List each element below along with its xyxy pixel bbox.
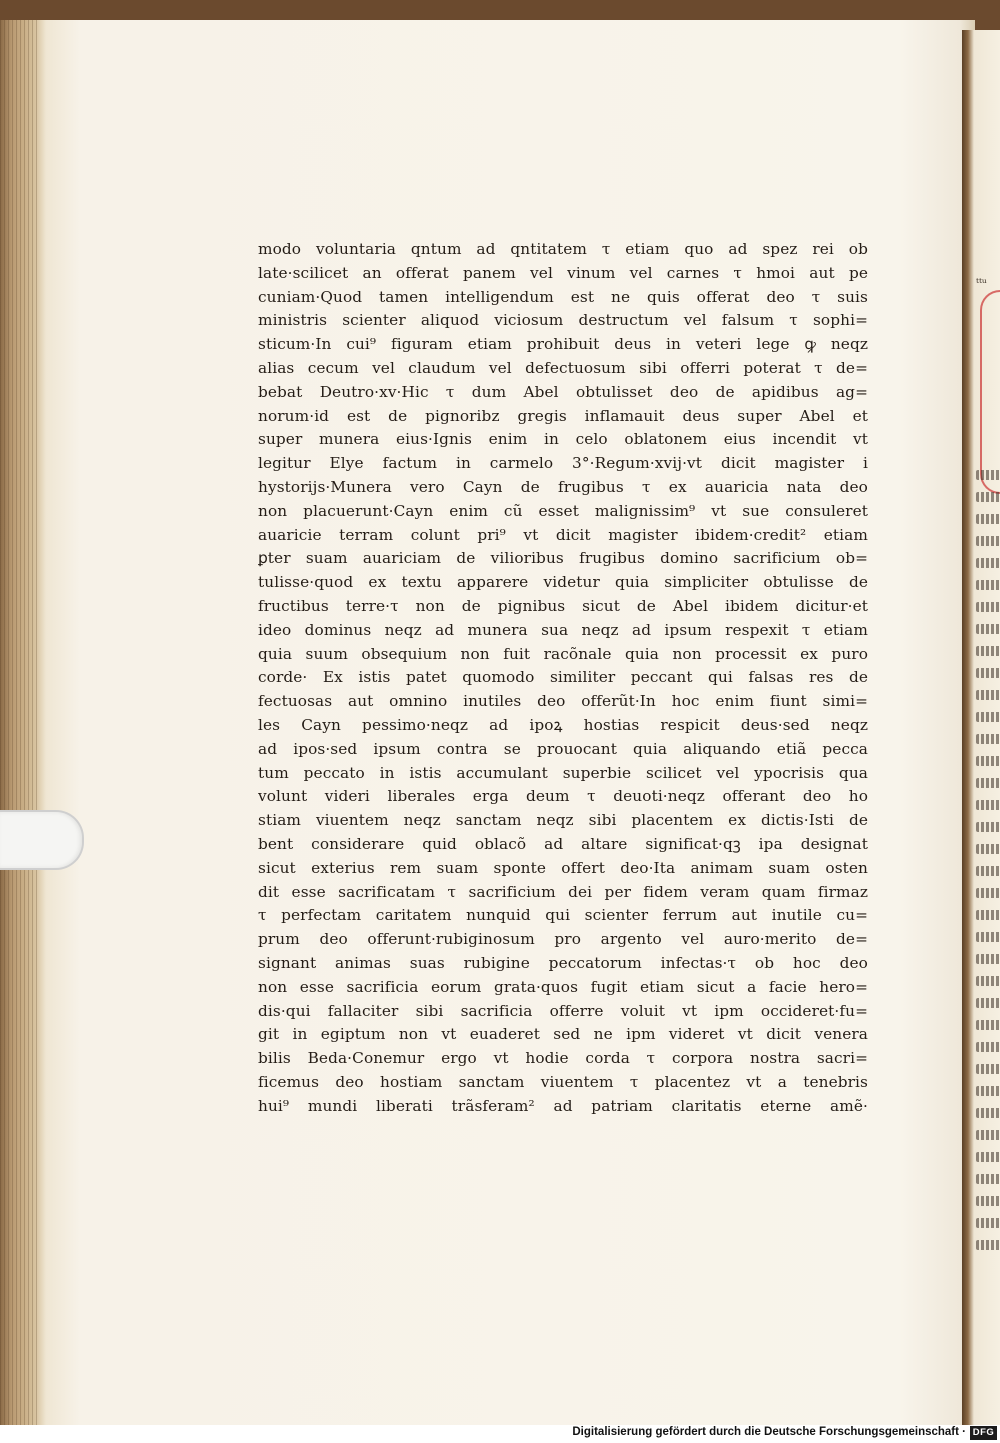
text-line: sticum·In cui⁹ figuram etiam prohibuit deus in veteri lege ꝙ neqz xyxy=(258,335,868,354)
text-line: cuniam·Quod tamen intelligendum est ne quis offerat deo τ suis xyxy=(258,287,868,306)
facing-page-text-fragment xyxy=(976,536,1000,546)
facing-page-text-fragment xyxy=(976,558,1000,568)
facing-page-text-fragment xyxy=(976,932,1000,942)
text-line: signant animas suas rubigine peccatorum infectas·τ ob hoc deo xyxy=(258,953,868,972)
text-line: ꝑter suam auariciam de vilioribus frugibus domino sacrificium ob= xyxy=(258,549,868,568)
text-line: bent considerare quid oblacõ ad altare significat·qꝫ ipa designat xyxy=(258,834,868,853)
facing-page-text-fragment xyxy=(976,1108,1000,1118)
text-line: auaricie terram colunt pri⁹ vt dicit magister ibidem·credit² etiam xyxy=(258,525,868,544)
text-line: tulisse·quod ex textu apparere videtur quia simpliciter obtulisse de xyxy=(258,573,868,592)
printed-text-block xyxy=(258,238,868,1118)
facing-page-text-fragment xyxy=(976,690,1000,700)
text-line: bilis Beda·Conemur ergo vt hodie corda τ corpora nostra sacri= xyxy=(258,1049,868,1068)
facing-page-text-fragment xyxy=(976,1152,1000,1162)
facing-page-text-fragment xyxy=(976,1196,1000,1206)
text-line: τ perfectam caritatem nunquid qui scienter ferrum aut inutile cu= xyxy=(258,906,868,925)
text-line: non placuerunt·Cayn enim cũ esset malignissim⁹ vt sue consuleret xyxy=(258,501,868,520)
text-line: legitur Elye factum in carmelo 3°·Regum·xvij·vt dicit magister i xyxy=(258,454,868,473)
facing-page-text-fragment xyxy=(976,822,1000,832)
facing-page-text-fragment xyxy=(976,712,1000,722)
facing-page-folio: ᵗᵗᵘ xyxy=(976,276,987,290)
text-line: dis·qui fallaciter sibi sacrificia offerre voluit vt ipm occideret·fu= xyxy=(258,1001,868,1020)
text-line: modo voluntaria qntum ad qntitatem τ etiam quo ad spez rei ob xyxy=(258,240,868,258)
facing-page-text-fragment xyxy=(976,778,1000,788)
text-line: git in egiptum non vt euaderet sed ne ipm videret vt dicit venera xyxy=(258,1025,868,1044)
facing-page-text-fragment xyxy=(976,624,1000,634)
facing-page-text-fragment xyxy=(976,1086,1000,1096)
facing-page-text-fragment xyxy=(976,844,1000,854)
text-line: non esse sacrificia eorum grata·quos fugit etiam sicut a facie hero= xyxy=(258,977,868,996)
text-line: super munera eius·Ignis enim in celo oblatonem eius incendit vt xyxy=(258,430,868,449)
facing-page-text-fragment xyxy=(976,646,1000,656)
text-line: ideo dominus neqz ad munera sua neqz ad ipsum respexit τ etiam xyxy=(258,620,868,639)
facing-page-text-fragment xyxy=(976,1174,1000,1184)
text-line: bebat Deutro·xv·Hic τ dum Abel obtulisset deo de apidibus ag= xyxy=(258,382,868,401)
text-line: corde· Ex istis patet quomodo similiter peccant qui falsas res de xyxy=(258,668,868,687)
facing-page-text-fragment xyxy=(976,668,1000,678)
facing-page-text-fragment xyxy=(976,1064,1000,1074)
text-line: alias cecum vel claudum vel defectuosum sibi offerri poterat τ de= xyxy=(258,358,868,377)
facing-page-text-fragment xyxy=(976,910,1000,920)
text-line: quia suum obsequium non fuit racõnale quia non processit ex puro xyxy=(258,644,868,663)
footer-bar xyxy=(0,1425,1000,1443)
page-edges xyxy=(0,20,40,1425)
facing-page-text-fragment xyxy=(976,998,1000,1008)
text-line: ficemus deo hostiam sanctam viuentem τ placentez vt a tenebris xyxy=(258,1072,868,1091)
facing-page-text-fragment xyxy=(976,976,1000,986)
dfg-logo: DFG xyxy=(970,1426,997,1440)
text-line: dit esse sacrificatam τ sacrificium dei per fidem veram quam firmaz xyxy=(258,882,868,901)
page-clip-tab xyxy=(0,810,84,870)
text-line: fectuosas aut omnino inutiles deo offerũt·In hoc enim fiunt simi= xyxy=(258,692,868,711)
text-line: norum·id est de pignoribz gregis inflamauit deus super Abel et xyxy=(258,406,868,425)
facing-page-text-fragment xyxy=(976,602,1000,612)
facing-page-text-fragment xyxy=(976,470,1000,480)
funding-credit: Digitalisierung gefördert durch die Deutsche Forschungsgemeinschaft · xyxy=(572,1426,966,1438)
text-line: hystorijs·Munera vero Cayn de frugibus τ ex auaricia nata deo xyxy=(258,477,868,496)
facing-page-text-fragment xyxy=(976,954,1000,964)
facing-page-text-fragment xyxy=(976,1130,1000,1140)
facing-page-text-fragment xyxy=(976,888,1000,898)
facing-page-text-fragment xyxy=(976,1218,1000,1228)
text-line: prum deo offerunt·rubiginosum pro argento vel auro·merito de= xyxy=(258,930,868,949)
text-line: tum peccato in istis accumulant superbie scilicet vel ypocrisis qua xyxy=(258,763,868,782)
facing-page-text-fragment xyxy=(976,514,1000,524)
text-line: hui⁹ mundi liberati trãsferam² ad patriam claritatis eterne amẽ· xyxy=(258,1096,868,1115)
facing-page-text-fragment xyxy=(976,1240,1000,1250)
text-line: les Cayn pessimo·neqz ad ipoꝝ hostias respicit deus·sed neqz xyxy=(258,715,868,734)
facing-page-text-fragment xyxy=(976,580,1000,590)
facing-page-text-fragment xyxy=(976,800,1000,810)
facing-page-text-fragment xyxy=(976,492,1000,502)
facing-page-text-fragment xyxy=(976,734,1000,744)
text-line: stiam viuentem neqz sanctam neqz sibi placentem ex dictis·Isti de xyxy=(258,811,868,830)
text-line: late·scilicet an offerat panem vel vinum vel carnes τ hmoi aut pe xyxy=(258,263,868,282)
text-line: fructibus terre·τ non de pignibus sicut de Abel ibidem dicitur·et xyxy=(258,596,868,615)
text-line: sicut exterius rem suam sponte offert deo·Ita animam suam osten xyxy=(258,858,868,877)
text-line: ministris scienter aliquod viciosum destructum vel falsum τ sophi= xyxy=(258,311,868,330)
facing-page-text-fragment xyxy=(976,1020,1000,1030)
facing-page-text-fragment xyxy=(976,866,1000,876)
facing-page-text-fragment xyxy=(976,1042,1000,1052)
facing-page-text-fragment xyxy=(976,756,1000,766)
text-line: volunt videri liberales erga deum τ deuoti·neqz offerant deo ho xyxy=(258,787,868,806)
text-line: ad ipos·sed ipsum contra se prouocant quia aliquando etiã pecca xyxy=(258,739,868,758)
rubric-mark xyxy=(980,290,1000,494)
facing-page-edge xyxy=(962,30,1000,1425)
